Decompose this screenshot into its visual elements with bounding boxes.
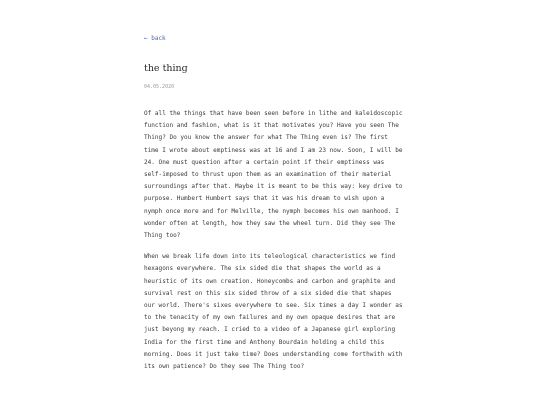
- post-paragraph: Of all the things that have been seen before in lithe and kaleidoscopic function and fashion, what is it that motivates you? Have you seen The Thing? Do you know the answer for what The Thing even is? The first time I wrote about emptiness was at 16 and I am 23 now. Soon, I will be 24. One must question after a certain point if their emptiness was self-imposed to thrust upon them as an examination of their material surroundings after that. Maybe it is meant to be this way: key drive to purpose. Humbert Humbert says that it was his dream to wish upon a nymph once more and for Melville, the nymph becomes his own manhood. I wonder often at length, how they saw the wheel turn. Did they see The Thing too?: [144, 110, 403, 240]
- post-date: 04.05.2020: [144, 84, 175, 90]
- post-title: the thing: [144, 63, 188, 74]
- post-body: [144, 108, 406, 382]
- back-link[interactable]: ← back: [144, 35, 166, 42]
- post-paragraph: When we break life down into its teleological characteristics we find hexagons everywhere. The six sided die that shapes the world as a heuristic of its own creation. Honeycombs and carbon and graphite and survival rest on this six sided throw of a six sided die that shapes our world. There's sixes everywhere to see. Six times a day I wonder as to the tenacity of my own failures and my own opaque desires that are just beyong my reach. I cried to a video of a Japanese girl exploring India for the first time and Anthony Bourdain holding a child this morning. Does it just take time? Does understanding come forthwith with its own patience? Do they see The Thing too?: [144, 253, 403, 371]
